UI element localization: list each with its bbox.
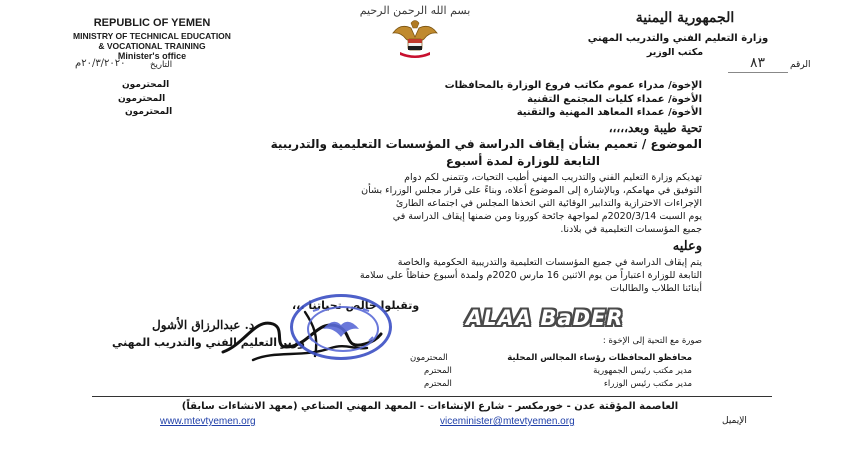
official-stamp-icon xyxy=(290,294,392,360)
english-country: REPUBLIC OF YEMEN xyxy=(93,17,211,29)
date-label: التاريخ xyxy=(150,60,173,70)
recipient-1: الإخوة/ مدراء عموم مكاتب فروع الوزارة بالمحافظات xyxy=(444,80,702,91)
body-line-3: الإجراءات الاحترازية والتدابير الوقائية التي اتخذها المجلس في اجتماعه الطارئ xyxy=(395,198,702,209)
footer-email[interactable]: viceminister@mtevtyemen.org xyxy=(440,416,575,427)
reference-number: ٨٣ xyxy=(750,55,766,71)
recipient-2-honorific: المحترمون xyxy=(118,94,166,104)
copy-item-2-honorific: المحترم xyxy=(424,366,452,376)
signatory-name: د. عبدالرزاق الأشول xyxy=(152,318,255,332)
watermark: ALAA BaDER xyxy=(466,306,624,330)
footer-address: العاصمة المؤقتة عدن - خورمكسر - شارع الإنشاءات - المعهد المهني الصناعي (معهد الانشاءات سابقاً) xyxy=(181,401,679,412)
body-line-4: يوم السبت 2020/3/14م لمواجهة جائحة كورونا ومن ضمنها إيقاف الدراسة في xyxy=(392,211,702,222)
recipient-3-honorific: المحترمون xyxy=(125,107,173,117)
signatory-title: وزير التعليم الفني والتدريب المهني xyxy=(112,336,305,349)
copy-item-1-honorific: المحترمون xyxy=(410,353,448,363)
arabic-office: مكتب الوزير xyxy=(646,47,704,58)
basmala: بسم الله الرحمن الرحيم xyxy=(359,4,471,17)
and-therefore-heading: وعليه xyxy=(672,239,702,254)
decision-line-3: أبنائنا الطلاب والطالبات xyxy=(610,283,702,294)
recipient-2: الأخوة/ عمداء كليات المجتمع التقنية xyxy=(527,94,702,105)
reference-label: الرقم xyxy=(790,60,811,70)
subject-line1: الموضوع / تعميم بشأن إيقاف الدراسة في المؤسسات التعليمية والتدريبية xyxy=(270,137,702,151)
english-ministry-line2: & VOCATIONAL TRAINING xyxy=(98,41,206,51)
copies-heading: صورة مع التحية إلى الإخوة : xyxy=(602,336,702,346)
date-value: ٢٠/٣/٢٠٢٠م xyxy=(75,58,126,69)
greeting: تحية طيبة وبعد،،،،، xyxy=(608,121,702,135)
closing-line: وتقبلوا خالص تحياتنا ،،، xyxy=(292,299,420,312)
decision-line-1: يتم إيقاف الدراسة في جميع المؤسسات التعليمية والتدريبية الحكومية والخاصة xyxy=(397,257,702,268)
english-ministry-line1: MINISTRY OF TECHNICAL EDUCATION xyxy=(73,31,231,41)
copy-item-3: مدير مكتب رئيس الوزراء xyxy=(603,379,692,389)
subject-line2: التابعة للوزارة لمدة أسبوع xyxy=(445,154,600,168)
yemen-emblem-icon xyxy=(390,17,440,59)
copy-item-3-honorific: المحترم xyxy=(424,379,452,389)
copy-item-2: مدير مكتب رئيس الجمهورية xyxy=(593,366,692,376)
body-line-5: جميع المؤسسات التعليمية في بلادنا. xyxy=(560,224,702,235)
reference-underline xyxy=(728,72,788,73)
body-line-2: التوفيق في مهامكم، وبالإشارة إلى الموضوع أعلاه، وبناءً على قرار مجلس الوزراء بشأن xyxy=(361,185,702,196)
copy-item-1: محافظو المحافظات رؤساء المجالس المحلية xyxy=(507,353,692,363)
decision-line-2: التابعة للوزارة اعتباراً من يوم الاثنين 16 مارس 2020م ولمدة أسبوع حفاظاً على سلامة xyxy=(359,270,702,281)
arabic-country: الجمهورية اليمنية xyxy=(635,10,735,26)
arabic-ministry: وزارة التعليم الفني والتدريب المهني xyxy=(587,33,769,44)
body-line-1: تهديكم وزارة التعليم الفني والتدريب المهني أطيب التحيات، وتتمنى لكم دوام xyxy=(404,172,702,183)
recipient-3: الأخوة/ عمداء المعاهد المهنية والتقنية xyxy=(516,107,702,118)
footer-website[interactable]: www.mtevtyemen.org xyxy=(160,416,256,427)
footer-divider xyxy=(92,396,772,397)
english-office: Minister's office xyxy=(117,51,187,61)
recipient-1-honorific: المحترمون xyxy=(122,80,170,90)
footer-email-label: الإيميل xyxy=(722,416,747,426)
